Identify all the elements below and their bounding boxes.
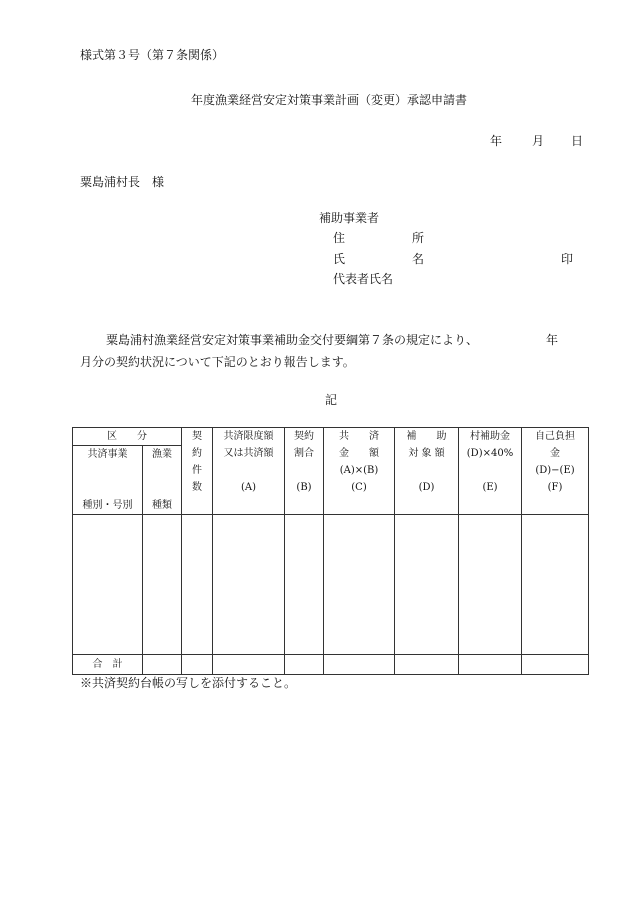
body-text-line1: 粟島浦村漁業経営安定対策事業補助金交付要綱第７条の規定により、 (106, 333, 479, 347)
body-text-line2: 月分の契約状況について下記のとおり報告します。 (80, 355, 355, 369)
table-cell (285, 515, 324, 655)
seal-mark: 印 (561, 252, 574, 266)
recipient: 粟島浦村長 様 (80, 175, 165, 189)
table-cell (213, 515, 285, 655)
header-keiyaku-kensu: 契 約 件 数 (182, 428, 213, 515)
document-title: 年度漁業経営安定対策事業計画（変更）承認申請書 (190, 93, 467, 107)
table-total-row (73, 655, 589, 675)
name-label-1: 氏 (333, 252, 346, 266)
table-header-row (73, 428, 589, 446)
table-cell (324, 655, 395, 675)
table-cell (395, 655, 459, 675)
date-month-label: 月 (532, 134, 545, 148)
header-mura-hojokin: 村補助金 (D)×40% (E) (459, 428, 522, 515)
name-label-2: 名 (412, 252, 425, 266)
table-data-row (73, 515, 589, 655)
header-kubun: 区 分 (73, 428, 182, 446)
table-cell (182, 655, 213, 675)
address-label-2: 所 (412, 231, 425, 245)
table-cell (459, 515, 522, 655)
header-wariai: 契約 割合 (B) (285, 428, 324, 515)
table-cell (182, 515, 213, 655)
header-hojo-taisho: 補 助 対 象 額 (D) (395, 428, 459, 515)
table-cell (285, 655, 324, 675)
header-gyogyo-shurui: 漁業 種類 (143, 446, 182, 515)
address-label-1: 住 (333, 231, 346, 245)
header-jiko-futan: 自己負担 金 (D)−(E) (F) (522, 428, 589, 515)
representative-label: 代表者氏名 (333, 272, 394, 286)
table-cell (324, 515, 395, 655)
table-cell (522, 655, 589, 675)
form-number: 様式第３号（第７条関係） (80, 48, 225, 62)
body-text-year: 年 (546, 333, 559, 347)
header-kyosai-jigyo: 共済事業 種別・号別 (73, 446, 143, 515)
applicant-heading: 補助事業者 (319, 211, 380, 225)
table-cell (459, 655, 522, 675)
date-year-label: 年 (490, 134, 503, 148)
ki-heading: 記 (325, 393, 338, 407)
table-cell (395, 515, 459, 655)
report-table (72, 427, 589, 675)
date-day-label: 日 (571, 134, 584, 148)
table-cell (213, 655, 285, 675)
total-label: 合 計 (73, 655, 143, 675)
footnote: ※共済契約台帳の写しを添付すること。 (80, 676, 297, 690)
table-cell (143, 515, 182, 655)
header-gendo: 共済限度額 又は共済額 (A) (213, 428, 285, 515)
header-kyosai-kingaku: 共 済 金 額 (A)×(B) (C) (324, 428, 395, 515)
table-cell (143, 655, 182, 675)
table-cell (73, 515, 143, 655)
table-cell (522, 515, 589, 655)
